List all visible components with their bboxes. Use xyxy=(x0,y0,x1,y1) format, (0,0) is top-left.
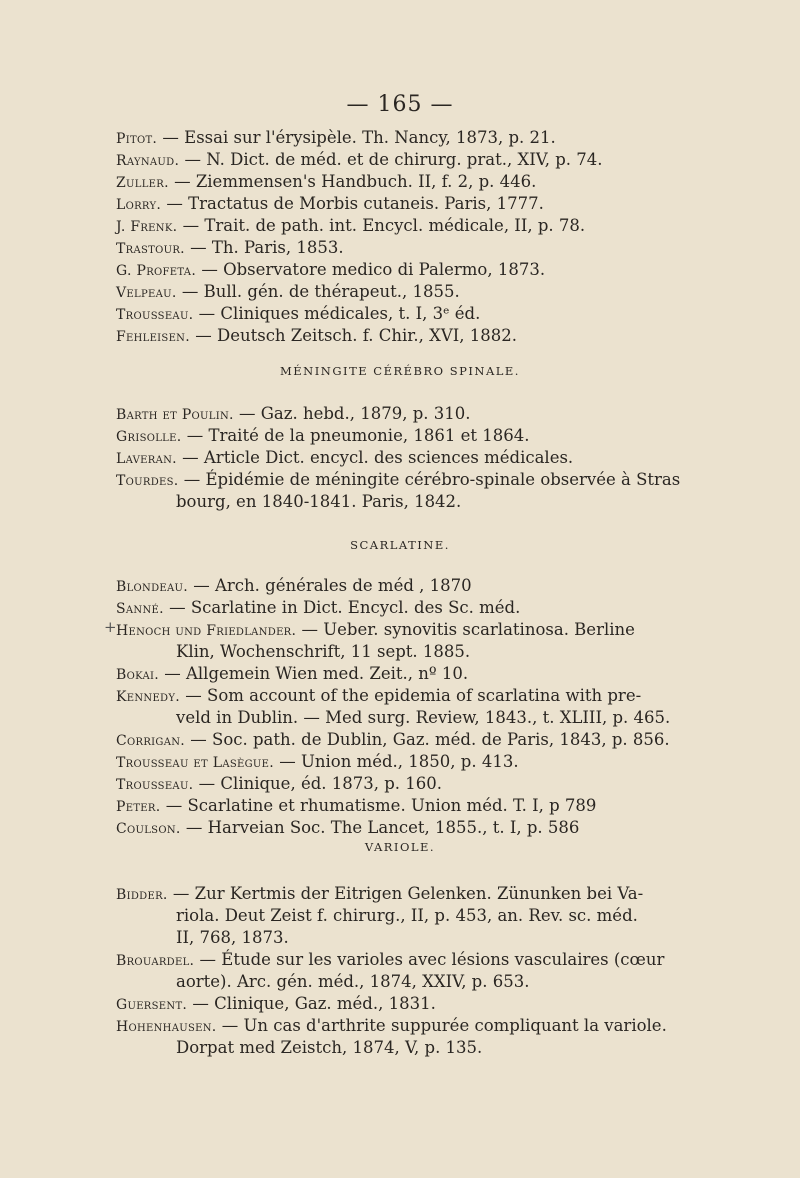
entry-author: Tourdes. xyxy=(116,473,179,489)
entry-text: — Ziemmensen's Handbuch. II, f. 2, p. 446. xyxy=(168,172,537,191)
bib-entry-continuation: aorte). Arc. gén. méd., 1874, XXIV, p. 653. xyxy=(176,972,530,991)
entry-author: Fehleisen. xyxy=(116,329,190,345)
entry-text: — N. Dict. de méd. et de chirurg. prat., XIV, p. 74. xyxy=(179,150,603,169)
entry-text: — Bull. gén. de thérapeut., 1855. xyxy=(176,282,460,301)
bib-entry xyxy=(116,950,665,971)
entry-author: Bidder. xyxy=(116,887,168,903)
bib-entry xyxy=(116,598,650,619)
entry-text: — Arch. générales de méd , 1870 xyxy=(188,576,472,595)
bib-entry xyxy=(116,818,650,839)
entry-author: Trousseau. xyxy=(116,307,194,323)
bib-entry xyxy=(116,752,650,773)
entry-text: — Article Dict. encycl. des sciences médicales. xyxy=(176,448,574,467)
entry-text: — Deutsch Zeitsch. f. Chir., XVI, 1882. xyxy=(189,326,518,345)
entry-text: — Th. Paris, 1853. xyxy=(184,238,344,257)
bib-entry xyxy=(116,664,650,685)
entry-author: Kennedy. xyxy=(116,689,181,705)
section-heading-variole: VARIOLE. xyxy=(364,840,436,854)
entry-text: — Essai sur l'érysipèle. Th. Nancy, 1873, p. 21. xyxy=(157,128,556,147)
bib-entry xyxy=(116,260,650,281)
entry-author: Sanné. xyxy=(116,601,164,617)
bib-entry xyxy=(116,304,650,325)
entry-author: Hohenhausen. xyxy=(116,1019,217,1035)
entry-author: Zuller. xyxy=(116,175,169,191)
entry-author: Blondeau. xyxy=(116,579,188,595)
page-number: — 165 — xyxy=(346,92,454,117)
entry-text: — Scarlatine in Dict. Encycl. des Sc. méd. xyxy=(163,598,521,617)
entry-author: Trousseau et Lasègue. xyxy=(116,755,274,771)
entry-text: — Allgemein Wien med. Zeit., nº 10. xyxy=(158,664,469,683)
margin-mark: + xyxy=(104,618,117,636)
bib-entry-continuation: riola. Deut Zeist f. chirurg., II, p. 453, an. Rev. sc. méd. xyxy=(176,906,638,925)
bib-entry xyxy=(116,448,650,469)
entry-author: Velpeau. xyxy=(116,285,177,301)
entry-text: — Soc. path. de Dublin, Gaz. méd. de Paris, 1843, p. 856. xyxy=(185,730,670,749)
entry-author: Guersent. xyxy=(116,997,188,1013)
section-heading-scarlatine: SCARLATINE. xyxy=(350,538,450,552)
entry-text: — Trait. de path. int. Encycl. médicale, II, p. 78. xyxy=(177,216,586,235)
bib-entry xyxy=(116,730,670,751)
bib-entry xyxy=(116,884,650,905)
section-heading-meningite: MÉNINGITE CÉRÉBRO SPINALE. xyxy=(280,364,520,378)
entry-text: — Tractatus de Morbis cutaneis. Paris, 1777. xyxy=(161,194,544,213)
entry-text: — Ueber. synovitis scarlatinosa. Berline xyxy=(296,620,635,639)
bib-entry xyxy=(116,128,650,149)
entry-text: — Gaz. hebd., 1879, p. 310. xyxy=(233,404,471,423)
entry-text: — Clinique, éd. 1873, p. 160. xyxy=(193,774,443,793)
bib-entry xyxy=(116,216,650,237)
entry-author: Laveran. xyxy=(116,451,177,467)
entry-text: — Un cas d'arthrite suppurée compliquant la variole. xyxy=(216,1016,667,1035)
bib-entry xyxy=(116,426,650,447)
bib-entry xyxy=(116,326,650,347)
bib-entry xyxy=(116,194,650,215)
entry-text: — Traité de la pneumonie, 1861 et 1864. xyxy=(181,426,530,445)
bib-entry-continuation: II, 768, 1873. xyxy=(176,928,289,947)
entry-text: — Scarlatine et rhumatisme. Union méd. T. I, p 789 xyxy=(160,796,597,815)
entry-text: — Observatore medico di Palermo, 1873. xyxy=(196,260,546,279)
bib-entry xyxy=(116,774,650,795)
entry-author: Peter. xyxy=(116,799,161,815)
entry-author: Barth et Poulin. xyxy=(116,407,234,423)
bib-entry-continuation: bourg, en 1840-1841. Paris, 1842. xyxy=(176,492,462,511)
bib-entry xyxy=(116,1016,667,1037)
entry-text: — Épidémie de méningite cérébro-spinale observée à Stras xyxy=(178,470,681,489)
bib-entry xyxy=(116,620,650,641)
bib-entry xyxy=(116,238,650,259)
bib-entry xyxy=(116,686,650,707)
bib-entry-continuation: Dorpat med Zeistch, 1874, V, p. 135. xyxy=(176,1038,483,1057)
entry-author: Henoch und Friedlander. xyxy=(116,623,297,639)
entry-author: Trousseau. xyxy=(116,777,194,793)
entry-text: — Som account of the epidemia of scarlatina with pre- xyxy=(180,686,642,705)
entry-text: — Harveian Soc. The Lancet, 1855., t. I, p. 586 xyxy=(180,818,580,837)
entry-text: — Clinique, Gaz. méd., 1831. xyxy=(187,994,436,1013)
bib-entry xyxy=(116,576,650,597)
entry-author: J. Frenk. xyxy=(116,219,178,235)
bib-entry xyxy=(116,796,650,817)
bib-entry xyxy=(116,282,650,303)
entry-author: Pitot. xyxy=(116,131,158,147)
entry-text: — Étude sur les varioles avec lésions vasculaires (cœur xyxy=(194,950,665,969)
bib-entry xyxy=(116,172,650,193)
entry-text: — Union méd., 1850, p. 413. xyxy=(273,752,519,771)
bib-entry xyxy=(116,994,650,1015)
entry-author: Bokai. xyxy=(116,667,159,683)
entry-author: Grisolle. xyxy=(116,429,182,445)
bib-entry-continuation: Klin, Wochenschrift, 11 sept. 1885. xyxy=(176,642,471,661)
entry-text: — Cliniques médicales, t. I, 3ᵉ éd. xyxy=(193,304,481,323)
entry-author: Trastour. xyxy=(116,241,185,257)
bib-entry-continuation: veld in Dublin. — Med surg. Review, 1843., t. XLIII, p. 465. xyxy=(176,708,671,727)
entry-author: Brouardel. xyxy=(116,953,195,969)
bib-entry xyxy=(116,150,650,171)
entry-author: Corrigan. xyxy=(116,733,186,749)
bib-entry xyxy=(116,404,650,425)
entry-author: G. Profeta. xyxy=(116,263,197,279)
entry-author: Raynaud. xyxy=(116,153,180,169)
entry-author: Lorry. xyxy=(116,197,162,213)
entry-text: — Zur Kertmis der Eitrigen Gelenken. Zünunken bei Va- xyxy=(167,884,644,903)
bib-entry xyxy=(116,470,681,491)
entry-author: Coulson. xyxy=(116,821,181,837)
